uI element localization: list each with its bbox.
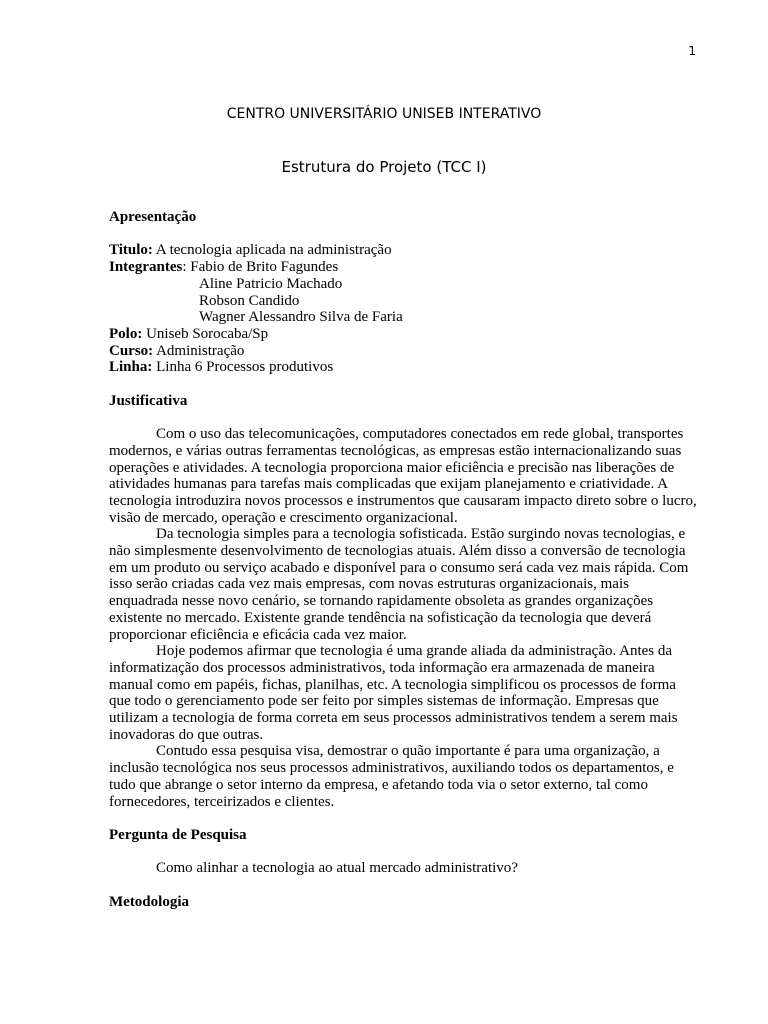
field-label-integrantes: Integrantes: [109, 259, 183, 276]
justificativa-paragraph: Com o uso das telecomunicações, computadores conectados em rede global, transportes modernos, e várias outras ferramentas tecnológicas, as empresas estão internacionalizando suas operações e atividades. A tecnologia proporciona maior eficiência e precisão nas liberações de atividades humanas para tarefas mais complicadas que exijam planejamento e criatividade. A tecnologia introduzira novos processos e instrumentos que causaram impacto direto sobre o lucro, visão de mercado, operação e crescimento organizacional.: [109, 426, 697, 526]
field-value-curso: Administração: [153, 342, 245, 359]
field-titulo: [109, 242, 697, 259]
integrante-item: Robson Candido: [199, 292, 300, 309]
document-body: [109, 209, 697, 910]
section-heading-apresentacao: Apresentação: [109, 209, 197, 225]
justificativa-paragraph: Da tecnologia simples para a tecnologia sofisticada. Estão surgindo novas tecnologias, e não simplesmente desenvolvimento de tecnologias atuais. Além disso a conversão de tecnologia em um produto ou serviço acabado e disponível para o consumo será cada vez mais rápida. Com isso serão criadas cada vez mais empresas, com novas estruturas organizacionais, mais enquadrada nesse novo cenário, se tornando rapidamente obsoleta as grandes organizações existente no mercado. Existente grande tendência na sofisticação da tecnologia que deverá proporcionar eficiência e eficácia cada vez maior.: [109, 526, 689, 643]
justificativa-paragraph: Hoje podemos afirmar que tecnologia é uma grande aliada da administração. Antes da informatização dos processos administrativos, toda informação era armazenada de maneira manual como em papéis, fichas, planilhas, etc. A tecnologia simplificou os processos de forma que todo o gerenciamento pode ser feito por simples sistemas de informação. Empresas que utilizam a tecnologia de forma correta em seus processos administrativos tendem a serem mais inovadoras do que outras.: [109, 643, 678, 743]
field-value-linha: Linha 6 Processos produtivos: [152, 359, 334, 376]
field-polo: [109, 326, 697, 343]
integrante-item: Wagner Alessandro Silva de Faria: [199, 309, 403, 326]
field-integrantes: [109, 259, 697, 276]
institution-title: CENTRO UNIVERSITÁRIO UNISEB INTERATIVO: [226, 106, 542, 122]
page-number: 1: [688, 44, 696, 58]
field-value-titulo: A tecnologia aplicada na administração: [152, 242, 392, 259]
field-linha: [109, 359, 697, 376]
research-question: Como alinhar a tecnologia ao atual mercado administrativo?: [156, 860, 518, 877]
section-heading-justificativa: Justificativa: [109, 392, 188, 409]
field-label-linha: Linha:: [109, 359, 153, 376]
field-label-titulo: Titulo:: [109, 242, 153, 259]
field-value-integrantes-first: : Fabio de Brito Fagundes: [182, 259, 339, 276]
field-curso: [109, 343, 697, 360]
field-label-polo: Polo:: [109, 325, 143, 342]
document-title: Estrutura do Projeto (TCC I): [281, 158, 487, 176]
integrante-item: Aline Patricio Machado: [199, 275, 343, 292]
section-heading-metodologia: Metodologia: [109, 893, 189, 910]
field-label-curso: Curso:: [109, 342, 154, 359]
section-heading-pergunta: Pergunta de Pesquisa: [109, 826, 247, 843]
justificativa-paragraph: Contudo essa pesquisa visa, demostrar o quão importante é para uma organização, a inclusão tecnológica nos seus processos administrativos, auxiliando todos os departamentos, e tudo que abrange o setor interno da empresa, e afetando toda via o setor externo, tal como fornecedores, terceirizados e clientes.: [109, 743, 674, 810]
field-value-polo: Uniseb Sorocaba/Sp: [142, 325, 269, 342]
